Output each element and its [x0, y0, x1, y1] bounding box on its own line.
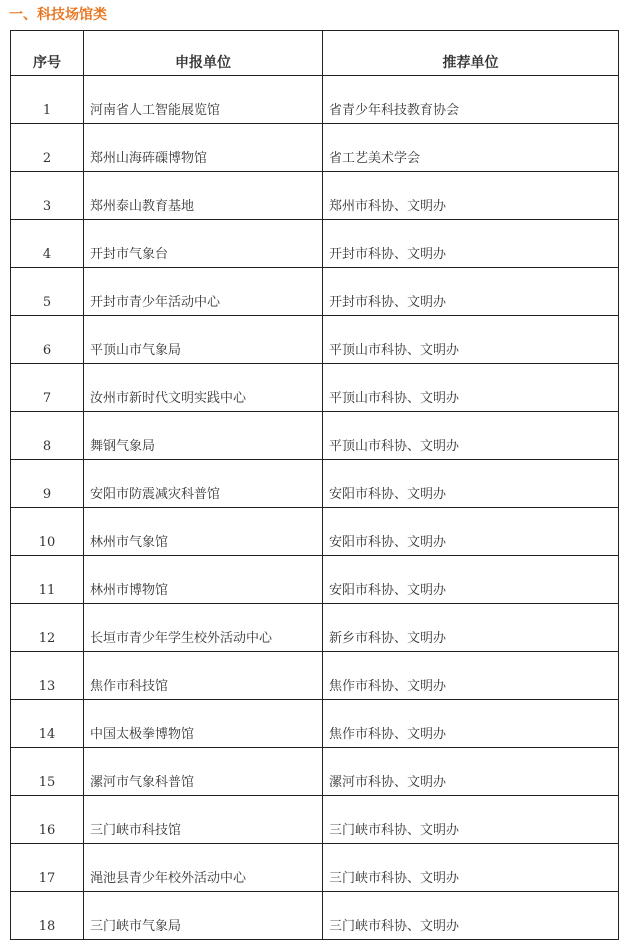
header-serial-number: 序号	[11, 31, 84, 76]
applicant-unit: 郑州山海砗磲博物馆	[84, 124, 323, 172]
recommending-unit: 三门峡市科协、文明办	[323, 796, 619, 844]
row-number: 15	[11, 748, 84, 796]
table-row	[11, 460, 619, 508]
applicant-unit: 三门峡市科技馆	[84, 796, 323, 844]
applicant-unit: 开封市气象台	[84, 220, 323, 268]
recommending-unit: 平顶山市科协、文明办	[323, 316, 619, 364]
table-row	[11, 364, 619, 412]
header-applicant-unit: 申报单位	[84, 31, 323, 76]
applicant-unit: 郑州泰山教育基地	[84, 172, 323, 220]
table-row	[11, 76, 619, 124]
table-row	[11, 220, 619, 268]
recommending-unit: 三门峡市科协、文明办	[323, 892, 619, 940]
row-number: 2	[11, 124, 84, 172]
recommending-unit: 三门峡市科协、文明办	[323, 844, 619, 892]
recommending-unit: 安阳市科协、文明办	[323, 556, 619, 604]
applicant-unit: 漯河市气象科普馆	[84, 748, 323, 796]
recommending-unit: 平顶山市科协、文明办	[323, 364, 619, 412]
recommending-unit: 新乡市科协、文明办	[323, 604, 619, 652]
table-row	[11, 508, 619, 556]
table-row	[11, 412, 619, 460]
row-number: 9	[11, 460, 84, 508]
row-number: 11	[11, 556, 84, 604]
row-number: 6	[11, 316, 84, 364]
row-number: 10	[11, 508, 84, 556]
table-row	[11, 316, 619, 364]
recommending-unit: 省青少年科技教育协会	[323, 76, 619, 124]
row-number: 1	[11, 76, 84, 124]
applicant-unit: 舞钢气象局	[84, 412, 323, 460]
applicant-unit: 焦作市科技馆	[84, 652, 323, 700]
applicant-unit: 平顶山市气象局	[84, 316, 323, 364]
applicant-unit: 林州市博物馆	[84, 556, 323, 604]
applicant-unit: 林州市气象馆	[84, 508, 323, 556]
header-recommending-unit: 推荐单位	[323, 31, 619, 76]
applicant-unit: 安阳市防震减灾科普馆	[84, 460, 323, 508]
applicant-unit: 渑池县青少年校外活动中心	[84, 844, 323, 892]
table-row	[11, 268, 619, 316]
recommending-unit: 省工艺美术学会	[323, 124, 619, 172]
table-row	[11, 652, 619, 700]
recommending-unit: 漯河市科协、文明办	[323, 748, 619, 796]
recommending-unit: 开封市科协、文明办	[323, 220, 619, 268]
recommending-unit: 焦作市科协、文明办	[323, 700, 619, 748]
applicant-unit: 汝州市新时代文明实践中心	[84, 364, 323, 412]
table-row	[11, 892, 619, 940]
recommending-unit: 安阳市科协、文明办	[323, 460, 619, 508]
recommending-unit: 开封市科协、文明办	[323, 268, 619, 316]
table-row	[11, 172, 619, 220]
nomination-table	[10, 30, 619, 940]
row-number: 12	[11, 604, 84, 652]
applicant-unit: 中国太极拳博物馆	[84, 700, 323, 748]
row-number: 14	[11, 700, 84, 748]
row-number: 18	[11, 892, 84, 940]
applicant-unit: 开封市青少年活动中心	[84, 268, 323, 316]
row-number: 13	[11, 652, 84, 700]
row-number: 3	[11, 172, 84, 220]
row-number: 4	[11, 220, 84, 268]
row-number: 17	[11, 844, 84, 892]
table-header-row	[11, 31, 619, 76]
table-row	[11, 604, 619, 652]
table-row	[11, 124, 619, 172]
table-row	[11, 556, 619, 604]
table-row	[11, 748, 619, 796]
table-row	[11, 700, 619, 748]
recommending-unit: 焦作市科协、文明办	[323, 652, 619, 700]
row-number: 7	[11, 364, 84, 412]
table-row	[11, 796, 619, 844]
table-row	[11, 844, 619, 892]
applicant-unit: 长垣市青少年学生校外活动中心	[84, 604, 323, 652]
recommending-unit: 平顶山市科协、文明办	[323, 412, 619, 460]
row-number: 16	[11, 796, 84, 844]
recommending-unit: 郑州市科协、文明办	[323, 172, 619, 220]
row-number: 8	[11, 412, 84, 460]
row-number: 5	[11, 268, 84, 316]
applicant-unit: 三门峡市气象局	[84, 892, 323, 940]
section-title: 一、科技场馆类	[9, 7, 107, 23]
applicant-unit: 河南省人工智能展览馆	[84, 76, 323, 124]
recommending-unit: 安阳市科协、文明办	[323, 508, 619, 556]
